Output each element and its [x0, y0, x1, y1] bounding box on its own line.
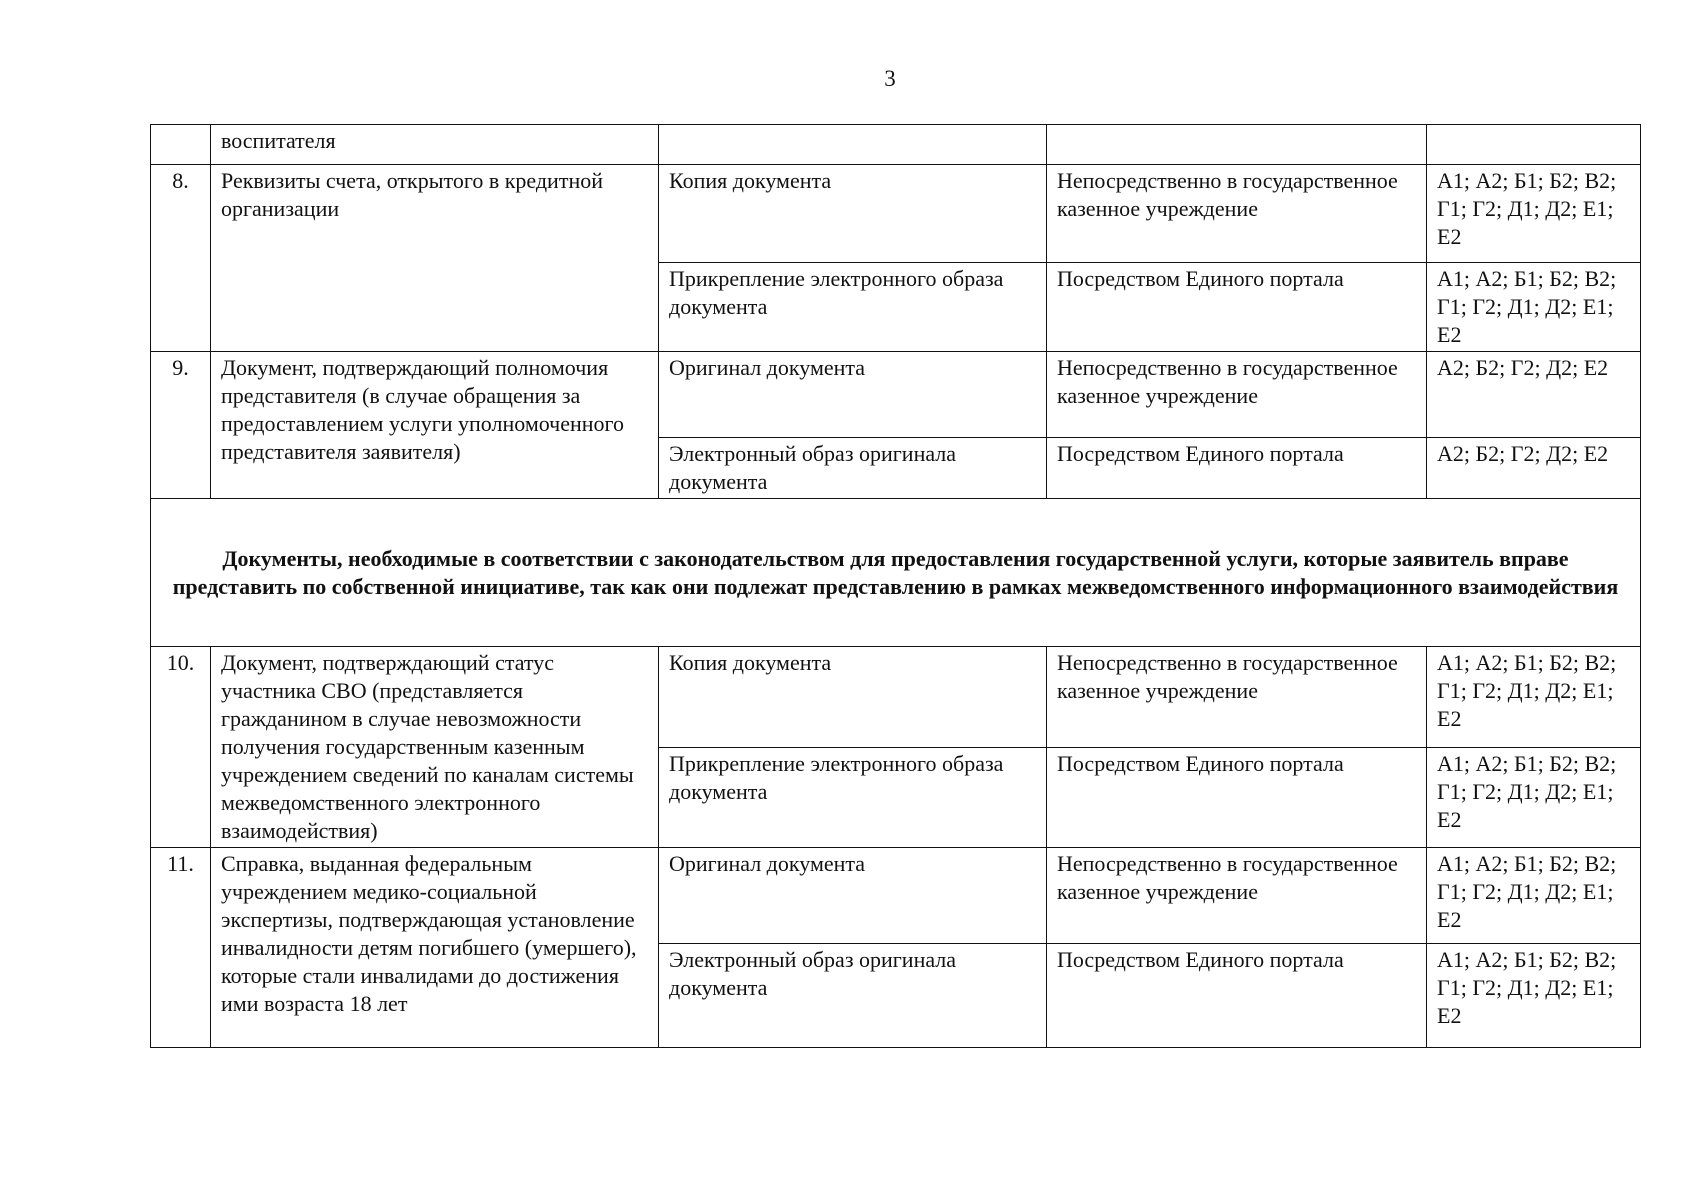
row-number: 8. [151, 165, 211, 352]
submission-method: Непосредственно в государственное казенное учреждение [1047, 352, 1427, 438]
form-cell [659, 125, 1047, 165]
applicant-codes: А1; А2; Б1; Б2; В2; Г1; Г2; Д1; Д2; Е1; Е2 [1427, 944, 1641, 1048]
submission-form: Электронный образ оригинала документа [659, 944, 1047, 1048]
doc-name-cell: воспитателя [211, 125, 659, 165]
method-cell [1047, 125, 1427, 165]
applicant-codes: А1; А2; Б1; Б2; В2; Г1; Г2; Д1; Д2; Е1; Е2 [1427, 647, 1641, 748]
submission-form: Оригинал документа [659, 848, 1047, 944]
submission-form: Оригинал документа [659, 352, 1047, 438]
table-row [151, 848, 1641, 944]
submission-form: Электронный образ оригинала документа [659, 438, 1047, 499]
submission-form: Копия документа [659, 165, 1047, 263]
document-name: Реквизиты счета, открытого в кредитной организации [211, 165, 659, 352]
document-name: Справка, выданная федеральным учреждением медико-социальной экспертизы, подтверждающая установление инвалидности детям погибшего (умершего), которые стали инвалидами до достижения ими возраста 18 лет [211, 848, 659, 1048]
row-number: 11. [151, 848, 211, 1048]
applicant-codes: А1; А2; Б1; Б2; В2; Г1; Г2; Д1; Д2; Е1; Е2 [1427, 263, 1641, 352]
submission-method: Посредством Единого портала [1047, 438, 1427, 499]
table-row [151, 165, 1641, 263]
applicant-codes: А2; Б2; Г2; Д2; Е2 [1427, 352, 1641, 438]
documents-table [150, 124, 1641, 1048]
document-name: Документ, подтверждающий полномочия представителя (в случае обращения за предоставлением услуги уполномоченного представителя заявителя) [211, 352, 659, 499]
table-row-continuation [151, 125, 1641, 165]
page-number: 3 [884, 66, 896, 91]
submission-method: Непосредственно в государственное казенное учреждение [1047, 165, 1427, 263]
submission-method: Посредством Единого портала [1047, 747, 1427, 848]
applicant-codes: А1; А2; Б1; Б2; В2; Г1; Г2; Д1; Д2; Е1; Е2 [1427, 848, 1641, 944]
submission-method: Непосредственно в государственное казенное учреждение [1047, 848, 1427, 944]
applicant-codes: А2; Б2; Г2; Д2; Е2 [1427, 438, 1641, 499]
submission-method: Непосредственно в государственное казенное учреждение [1047, 647, 1427, 748]
submission-method: Посредством Единого портала [1047, 944, 1427, 1048]
codes-cell [1427, 125, 1641, 165]
section-heading-row [151, 499, 1641, 647]
table-row [151, 352, 1641, 438]
document-name: Документ, подтверждающий статус участника СВО (представляется гражданином в случае невозможности получения государственным казенным учреждением сведений по каналам системы межведомственного электронного взаимодействия) [211, 647, 659, 848]
applicant-codes: А1; А2; Б1; Б2; В2; Г1; Г2; Д1; Д2; Е1; Е2 [1427, 165, 1641, 263]
section-heading: Документы, необходимые в соответствии с законодательством для предоставления государственной услуги, которые заявитель вправе представить по собственной инициативе, так как они подлежат представлению в рамках межведомственного информационного взаимодействия [151, 499, 1641, 647]
row-number: 9. [151, 352, 211, 499]
submission-method: Посредством Единого портала [1047, 263, 1427, 352]
row-num-cell [151, 125, 211, 165]
applicant-codes: А1; А2; Б1; Б2; В2; Г1; Г2; Д1; Д2; Е1; Е2 [1427, 747, 1641, 848]
submission-form: Прикрепление электронного образа документа [659, 263, 1047, 352]
submission-form: Прикрепление электронного образа документа [659, 747, 1047, 848]
row-number: 10. [151, 647, 211, 848]
submission-form: Копия документа [659, 647, 1047, 748]
table-row [151, 647, 1641, 748]
